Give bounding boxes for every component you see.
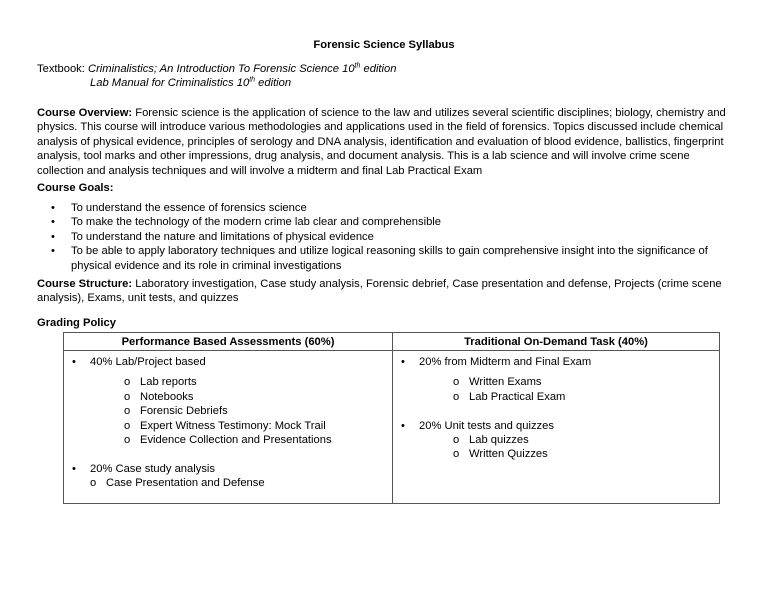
- grading-subitem: [393, 433, 719, 447]
- grading-item-text: 40% Lab/Project based: [90, 356, 206, 368]
- grading-item-text: 20% Unit tests and quizzes: [419, 419, 554, 432]
- grading-table: [63, 332, 720, 504]
- goal-item: [37, 244, 737, 273]
- structure-text: Laboratory investigation, Case study analysis, Forensic debrief, Case presentation and defense, Projects (crime scene analysis), Exams, unit tests, and quizzes: [37, 278, 722, 305]
- sub-bullet-icon: o: [453, 448, 460, 461]
- table-divider-horizontal: [64, 350, 719, 351]
- goal-item: [37, 201, 737, 215]
- grading-item: [393, 355, 719, 369]
- grading-subitem: [64, 419, 392, 433]
- grading-heading: Grading Policy: [37, 317, 116, 329]
- grading-subitem: [64, 404, 392, 418]
- sub-bullet-icon: o: [124, 433, 131, 446]
- textbook-line-1: [37, 62, 396, 76]
- grading-subitem-text: Notebooks: [140, 390, 194, 403]
- left-column: [64, 355, 392, 491]
- grading-subitem-text: Case Presentation and Defense: [106, 477, 265, 490]
- sub-bullet-icon: o: [453, 433, 460, 446]
- left-column-header: Performance Based Assessments (60%): [121, 336, 335, 348]
- goal-item: [37, 230, 737, 244]
- grading-subitem-text: Written Quizzes: [469, 448, 548, 461]
- grading-subitem: [64, 390, 392, 404]
- sub-bullet-icon: o: [124, 419, 131, 432]
- goal-text: To understand the nature and limitations of physical evidence: [71, 230, 374, 243]
- course-overview: [37, 106, 737, 178]
- grading-subitem: [393, 390, 719, 404]
- grading-subitem-text: Evidence Collection and Presentations: [140, 433, 332, 446]
- grading-subitem-text: Lab reports: [140, 376, 197, 389]
- textbook-title-1: [88, 63, 396, 75]
- goals-heading: Course Goals:: [37, 182, 114, 194]
- textbook-title-1-sup: th: [354, 62, 361, 70]
- overview-label: Course Overview:: [37, 107, 133, 119]
- textbook-title-1-suffix: edition: [360, 63, 397, 75]
- grading-subitem-text: Lab Practical Exam: [469, 390, 566, 403]
- grading-subitem: [64, 476, 392, 490]
- textbook-title-1-text: Criminalistics; An Introduction To Forensic Science 10: [88, 63, 355, 75]
- right-column: [393, 355, 719, 462]
- textbook-section: [37, 62, 396, 91]
- sub-bullet-icon: o: [124, 405, 131, 418]
- course-structure: [37, 277, 737, 306]
- grading-subitem: [64, 375, 392, 389]
- textbook-label: Textbook:: [37, 63, 85, 75]
- textbook-title-2-text: Lab Manual for Criminalistics 10: [90, 77, 250, 90]
- textbook-line-2: [37, 76, 396, 90]
- sub-bullet-icon: o: [90, 477, 97, 490]
- grading-subitem-text: Written Exams: [469, 376, 542, 389]
- bullet-icon: •: [51, 216, 55, 229]
- structure-label: Course Structure:: [37, 278, 133, 290]
- textbook-title-2-sup: th: [249, 76, 256, 84]
- grading-subitem-text: Lab quizzes: [469, 433, 529, 446]
- grading-subitem: [64, 433, 392, 447]
- bullet-icon: •: [51, 230, 55, 243]
- grading-subitem: [393, 447, 719, 461]
- sub-bullet-icon: o: [453, 390, 460, 403]
- overview-text: Forensic science is the application of science to the law and utilizes several scientific disciplines; biology, chemistry and physics. This course will introduce various methodologies and applications used in the field of forensics. Topics discussed include chemical analysis of physical evidence, principles of serology and DNA analysis, identification and evaluation of blood evidence, ballistics, fingerprint analysis, tool marks and other impressions, drug analysis, and document analysis. This is a lab science and will involve crime scene collection and analysis techniques and will involve a midterm and final Lab Practical Exam: [37, 107, 726, 177]
- grading-subitem-text: Forensic Debriefs: [140, 405, 228, 418]
- goal-item: [37, 215, 737, 229]
- goal-text: To understand the essence of forensics science: [71, 202, 307, 214]
- grading-subitem-text: Expert Witness Testimony: Mock Trail: [140, 419, 326, 432]
- sub-bullet-icon: o: [124, 376, 131, 389]
- sub-bullet-icon: o: [453, 376, 460, 389]
- goal-text: To be able to apply laboratory techniques and utilize logical reasoning skills to gain comprehensive insight into the significance of physical evidence and its role in criminal investigations: [71, 245, 708, 272]
- grading-item: [64, 355, 392, 369]
- bullet-icon: •: [72, 356, 76, 368]
- bullet-icon: •: [401, 356, 405, 368]
- bullet-icon: •: [401, 419, 405, 432]
- bullet-icon: •: [51, 245, 55, 258]
- right-column-header: Traditional On-Demand Task (40%): [464, 336, 648, 348]
- bullet-icon: •: [72, 462, 76, 475]
- grading-item: [393, 419, 719, 433]
- grading-item-text: 20% Case study analysis: [90, 462, 215, 475]
- document-title: Forensic Science Syllabus: [313, 39, 455, 51]
- textbook-title-2-suffix: edition: [255, 77, 292, 90]
- grading-item-text: 20% from Midterm and Final Exam: [419, 356, 592, 368]
- grading-subitem: [393, 375, 719, 389]
- textbook-title-2: [90, 77, 291, 89]
- goal-text: To make the technology of the modern crime lab clear and comprehensible: [71, 216, 442, 229]
- sub-bullet-icon: o: [124, 390, 131, 403]
- bullet-icon: •: [51, 202, 55, 214]
- grading-item: [64, 462, 392, 476]
- goals-list: [37, 201, 737, 273]
